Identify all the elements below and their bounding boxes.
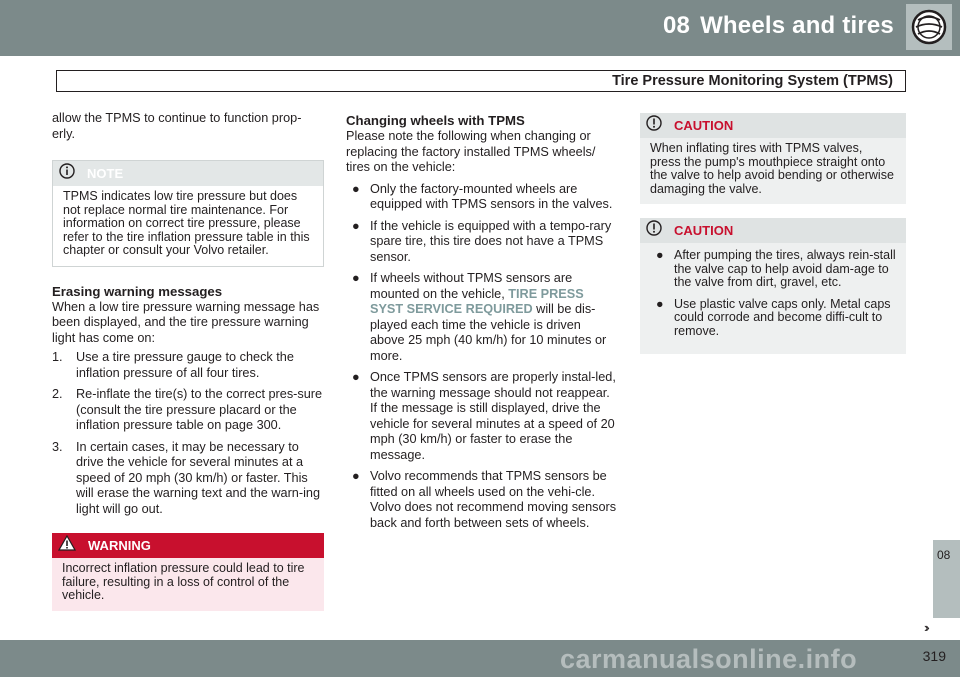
caution-label: CAUTION <box>674 117 734 133</box>
list-item: 1. Use a tire pressure gauge to check the inflation pressure of all four tires. <box>52 350 294 380</box>
exclamation-circle-icon <box>646 220 662 241</box>
caution-header <box>640 218 906 243</box>
list-item: ● If the vehicle is equipped with a tempo-rary spare tire, this tire does not have a TPMS sensor. <box>352 218 612 264</box>
column-middle <box>346 113 618 537</box>
erasing-steps <box>52 350 324 517</box>
list-item: 2. Re-inflate the tire(s) to the correct pres-sure (consult the tire pressure placard or the inflation pressure table on page 300. <box>52 387 323 432</box>
list-item: ● Only the factory-mounted wheels are equipped with TPMS sensors in the valves. <box>352 181 613 211</box>
header-band <box>0 0 960 56</box>
note-label: NOTE <box>87 165 124 181</box>
column-right <box>640 113 906 354</box>
exclamation-circle-icon <box>646 115 662 136</box>
warning-triangle-icon <box>58 535 76 556</box>
caution-list <box>650 249 896 338</box>
intro-text: allow the TPMS to continue to function prop-erly. <box>52 111 302 141</box>
next-page-arrows: ›› <box>924 620 927 635</box>
list-item: ● Use plastic valve caps only. Metal caps could corrode and become diffi-cult to remove. <box>656 296 891 338</box>
changing-wheels-list <box>346 182 618 532</box>
warning-header <box>52 533 324 558</box>
list-item: ● If wheels without TPMS sensors are mounted on the vehicle, TIRE PRESS SYST SERVICE REQUIRED will be dis-played each time the vehicle is driven above 25 mph (40 km/h) for 10 minutes or more. <box>352 271 607 363</box>
warning-text: Incorrect inflation pressure could lead to tire failure, resulting in a loss of control of the vehicle. <box>62 561 305 602</box>
list-item: ● Once TPMS sensors are properly instal-led, the warning message should not reappear. If the message is still displayed, drive the vehicle for several minutes at a speed of 20 mph (30 km/h) or faster to erase the message. <box>352 370 616 462</box>
info-circle-icon <box>59 163 75 184</box>
side-tab-number: 08 <box>937 548 951 562</box>
caution-box-2 <box>640 218 906 354</box>
section-header <box>56 70 906 92</box>
list-item: ● After pumping the tires, always rein-stall the valve cap to help avoid dam-age to the valve from dirt, gravel, etc. <box>656 248 896 289</box>
column-left <box>52 111 324 611</box>
chapter-title <box>663 12 894 40</box>
note-box <box>52 160 324 267</box>
caution-text: When inflating tires with TPMS valves, press the pump's mouthpiece straight onto the valve to help avoid bending or otherwise damaging the valve. <box>650 141 894 196</box>
erasing-heading: Erasing warning messages <box>52 283 223 299</box>
display-message-text: TIRE PRESS SYST SERVICE REQUIRED <box>370 286 584 316</box>
list-item: 3. In certain cases, it may be necessary to drive the vehicle for several minutes at a speed of 20 mph (30 km/h) or faster. This will erase the warning text and the warn-ing light will go out. <box>52 439 321 516</box>
page-number: 319 <box>922 648 946 664</box>
warning-label: WARNING <box>88 537 151 553</box>
caution-box-1 <box>640 113 906 204</box>
watermark-text: carmanualsonline.info <box>560 644 858 674</box>
chapter-number: 08 <box>662 12 691 39</box>
warning-box <box>52 533 324 611</box>
note-header <box>53 161 323 186</box>
caution-header <box>640 113 906 138</box>
section-title: Tire Pressure Monitoring System (TPMS) <box>612 73 893 89</box>
chapter-name: Wheels and tires <box>700 12 894 39</box>
caution-body <box>640 243 906 338</box>
changing-wheels-heading: Changing wheels with TPMS <box>346 113 525 128</box>
chapter-side-tab <box>932 540 960 618</box>
changing-wheels-intro: Please note the following when changing or replacing the factory installed TPMS wheels/ tires on the vehicle: <box>346 129 596 174</box>
note-text: TPMS indicates low tire pressure but does not replace normal tire maintenance. For information on correct tire pressure, please refer to the tire inflation pressure table in this chapter or consult your Volvo retailer. <box>63 189 310 257</box>
erasing-intro: When a low tire pressure warning message has been displayed, and the tire pressure warning light has come on: <box>52 299 320 345</box>
tire-icon <box>906 4 952 50</box>
list-item: ● Volvo recommends that TPMS sensors be fitted on all wheels used on the vehi-cle. Volvo does not recommend moving sensors back and forth between sets of wheels. <box>352 469 617 530</box>
caution-label: CAUTION <box>674 222 734 238</box>
